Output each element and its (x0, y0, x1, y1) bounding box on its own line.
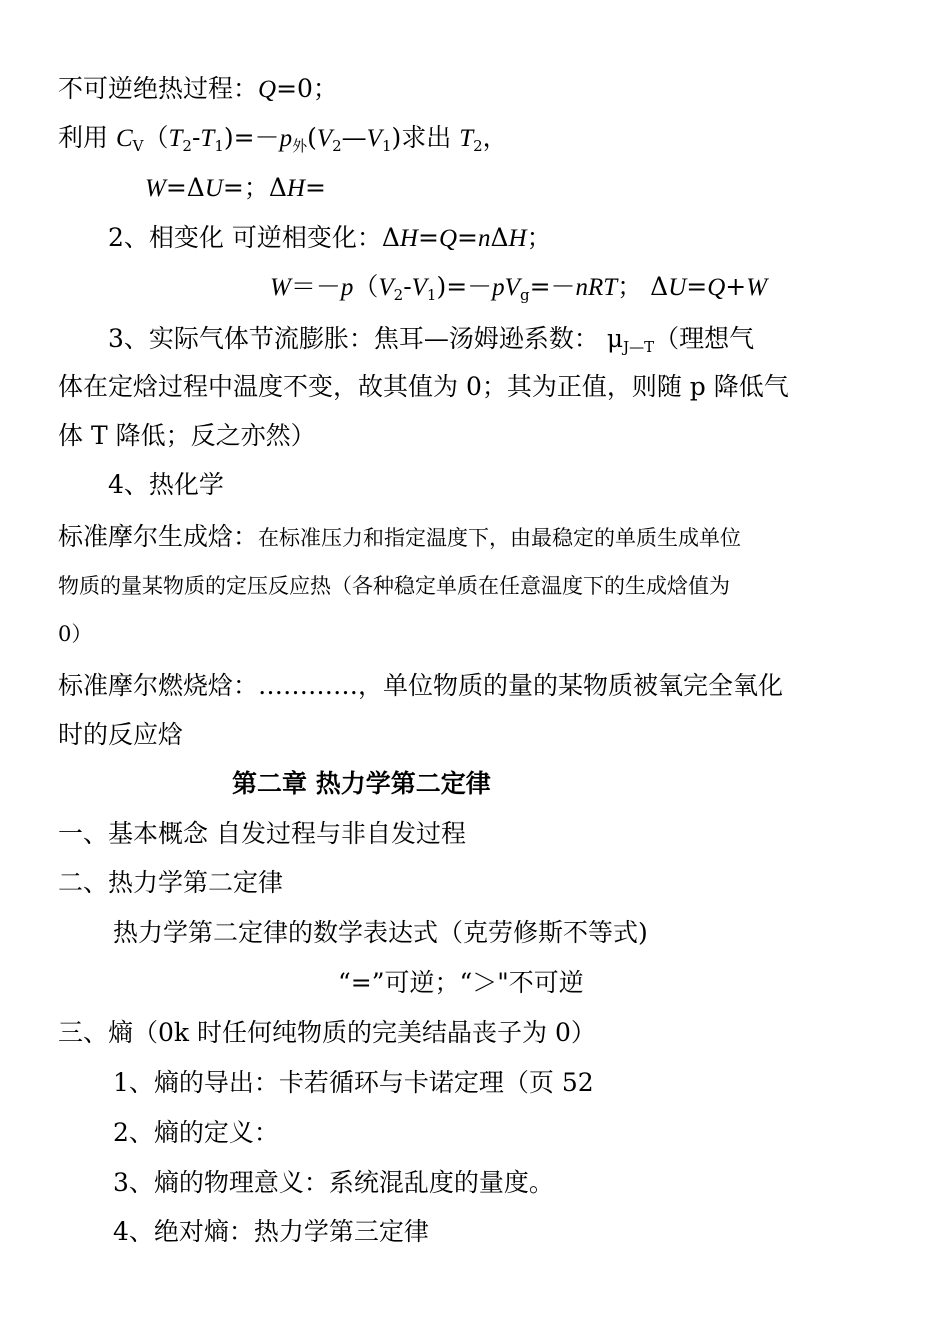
line-phase-change-work: $W=-p(V_2-V_1)=-pV_g=-nRT$； ΔU=Q+W (270, 272, 768, 304)
line-irreversible-adiabatic: 不可逆绝热过程：Q=0； (58, 74, 338, 103)
line-use-cv-formula: 利用 $C_V(T_2-T_1)=-p_外(V_2—V_1)$求出 $T_2$， (58, 123, 508, 155)
line-std-combustion-cont: 时的反应焓 (58, 720, 184, 749)
line-std-formation-enthalpy: 标准摩尔生成焓：在标准压力和指定温度下，由最稳定的单质生成单位 (58, 522, 742, 551)
line-std-formation-cont: 物质的量某物质的定压反应热（各种稳定单质在任意温度下的生成焓值为 (58, 574, 730, 598)
line-thermochemistry: 4、热化学 (108, 470, 224, 499)
section-second-law: 二、热力学第二定律 (58, 868, 284, 897)
line-throttling-expansion: 3、实际气体节流膨胀：焦耳—汤姆逊系数： $\mu_{J—T}$（理想气 (108, 324, 755, 356)
line-std-combustion-enthalpy: 标准摩尔燃烧焓：…………，单位物质的量的某物质被氧完全氧化 (58, 671, 784, 700)
item-absolute-entropy: 4、绝对熵：热力学第三定律 (113, 1217, 429, 1246)
line-reversible-irreversible: “=”可逆；“＞"不可逆 (338, 968, 584, 997)
line-clausius-inequality: 热力学第二定律的数学表达式（克劳修斯不等式) (113, 918, 648, 947)
line-phase-change: 2、相变化 可逆相变化：ΔH=Q=nΔH； (108, 223, 552, 252)
line-throttling-cont-1: 体在定焓过程中温度不变，故其值为 0；其为正值，则随 p 降低气 (58, 372, 789, 401)
line-std-formation-end: 0） (58, 622, 93, 646)
line-w-du-dh: W=ΔU=；ΔH= (145, 173, 326, 202)
section-entropy: 三、熵（0k 时任何纯物质的完美结晶丧子为 0） (58, 1018, 596, 1047)
item-entropy-definition: 2、熵的定义： (113, 1118, 279, 1147)
line-throttling-cont-2: 体 T 降低；反之亦然） (58, 421, 316, 450)
item-entropy-physical-meaning: 3、熵的物理意义：系统混乱度的量度。 (113, 1168, 554, 1197)
chapter-title: 第二章 热力学第二定律 (232, 769, 491, 798)
section-basic-concepts: 一、基本概念 自发过程与非自发过程 (58, 819, 466, 848)
item-entropy-derivation: 1、熵的导出：卡若循环与卡诺定理（页 52 (113, 1068, 594, 1097)
